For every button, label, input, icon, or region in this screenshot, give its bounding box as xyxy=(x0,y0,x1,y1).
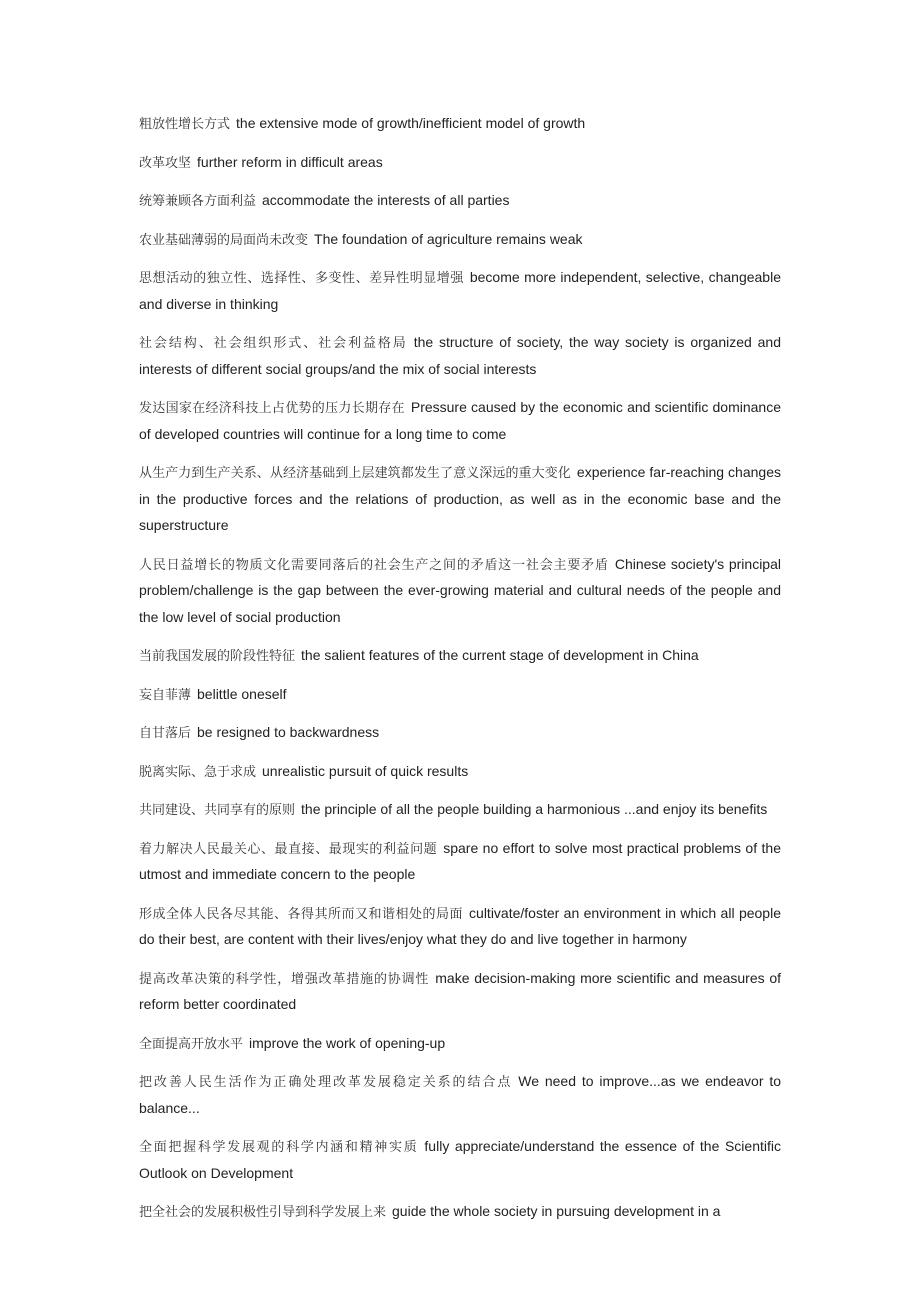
english-translation: become more independent, selective, changeable and diverse in thinking xyxy=(139,269,781,312)
english-translation: accommodate the interests of all parties xyxy=(262,192,510,208)
english-translation: further reform in difficult areas xyxy=(197,153,383,170)
glossary-entry xyxy=(139,759,781,786)
english-translation: cultivate/foster an environment in which all people do their best, are content with their lives/enjoy what they do and live together in harmony xyxy=(139,904,781,947)
chinese-term: 自甘落后 xyxy=(139,726,192,741)
chinese-term: 社会结构、社会组织形式、社会利益格局 xyxy=(139,336,408,351)
chinese-term: 全面提高开放水平 xyxy=(139,1036,244,1052)
glossary-entry xyxy=(139,1031,781,1058)
chinese-term: 形成全体人民各尽其能、各得其所而又和谐相处的局面 xyxy=(139,906,464,922)
glossary-entry xyxy=(139,1134,781,1187)
glossary-entry xyxy=(139,395,781,448)
glossary-entry xyxy=(139,460,781,540)
glossary-entry xyxy=(139,836,781,889)
glossary-entry xyxy=(139,111,781,138)
chinese-term: 从生产力到生产关系、从经济基础到上层建筑都发生了意义深远的重大变化 xyxy=(139,466,571,481)
english-translation: the principle of all the people building a harmonious ...and enjoy its benefits xyxy=(301,801,768,817)
english-translation: be resigned to backwardness xyxy=(197,724,380,740)
english-translation: belittle oneself xyxy=(197,685,287,702)
english-translation: Pressure caused by the economic and scientific dominance of developed countries will continue for a long time to come xyxy=(139,399,781,442)
chinese-term: 统筹兼顾各方面利益 xyxy=(139,194,257,209)
glossary-entry xyxy=(139,1069,781,1122)
chinese-term: 着力解决人民最关心、最直接、最现实的利益问题 xyxy=(139,841,438,857)
chinese-term: 妄自菲薄 xyxy=(139,687,192,703)
chinese-term: 把改善人民生活作为正确处理改革发展稳定关系的结合点 xyxy=(139,1075,513,1090)
glossary-page xyxy=(139,111,781,1238)
english-translation: the salient features of the current stage of development in China xyxy=(301,647,699,663)
glossary-entry xyxy=(139,682,781,709)
chinese-term: 改革攻坚 xyxy=(139,155,192,171)
english-translation: improve the work of opening-up xyxy=(249,1034,446,1051)
glossary-entry xyxy=(139,265,781,318)
english-translation: the structure of society, the way society is organized and interests of different social groups/and the mix of social interests xyxy=(139,334,781,377)
chinese-term: 思想活动的独立性、选择性、多变性、差异性明显增强 xyxy=(139,271,464,286)
glossary-entry xyxy=(139,1199,781,1226)
chinese-term: 提高改革决策的科学性，增强改革措施的协调性 xyxy=(139,971,430,987)
glossary-entry xyxy=(139,330,781,383)
chinese-term: 全面把握科学发展观的科学内涵和精神实质 xyxy=(139,1140,419,1155)
glossary-entry xyxy=(139,150,781,177)
chinese-term: 农业基础薄弱的局面尚未改变 xyxy=(139,232,309,248)
english-translation: the extensive mode of growth/inefficient model of growth xyxy=(236,115,586,131)
english-translation: unrealistic pursuit of quick results xyxy=(262,762,469,779)
english-translation: spare no effort to solve most practical problems of the utmost and immediate concern to the people xyxy=(139,839,781,882)
glossary-entry xyxy=(139,552,781,632)
english-translation: make decision-making more scientific and measures of reform better coordinated xyxy=(139,969,781,1012)
chinese-term: 发达国家在经济科技上占优势的压力长期存在 xyxy=(139,401,405,416)
glossary-entry xyxy=(139,720,781,747)
glossary-entry xyxy=(139,966,781,1019)
chinese-term: 脱离实际、急于求成 xyxy=(139,764,257,780)
chinese-term: 粗放性增长方式 xyxy=(139,117,231,132)
chinese-term: 把全社会的发展积极性引导到科学发展上来 xyxy=(139,1205,387,1220)
glossary-entry xyxy=(139,188,781,215)
glossary-entry xyxy=(139,227,781,254)
english-translation: experience far-reaching changes in the productive forces and the relations of production, as well as in the economic base and the superstructure xyxy=(139,464,781,533)
chinese-term: 人民日益增长的物质文化需要同落后的社会生产之间的矛盾这一社会主要矛盾 xyxy=(139,557,609,573)
english-translation: The foundation of agriculture remains weak xyxy=(314,230,583,247)
glossary-entry xyxy=(139,643,781,670)
english-translation: We need to improve...as we endeavor to balance... xyxy=(139,1073,781,1116)
english-translation: guide the whole society in pursuing development in a xyxy=(392,1203,721,1219)
chinese-term: 当前我国发展的阶段性特征 xyxy=(139,649,296,664)
english-translation: Chinese society's principal problem/challenge is the gap between the ever-growing material and cultural needs of the people and the low level of social production xyxy=(139,555,781,625)
english-translation: fully appreciate/understand the essence of the Scientific Outlook on Development xyxy=(139,1138,781,1181)
chinese-term: 共同建设、共同享有的原则 xyxy=(139,803,296,818)
glossary-entry xyxy=(139,901,781,954)
glossary-entry xyxy=(139,797,781,824)
